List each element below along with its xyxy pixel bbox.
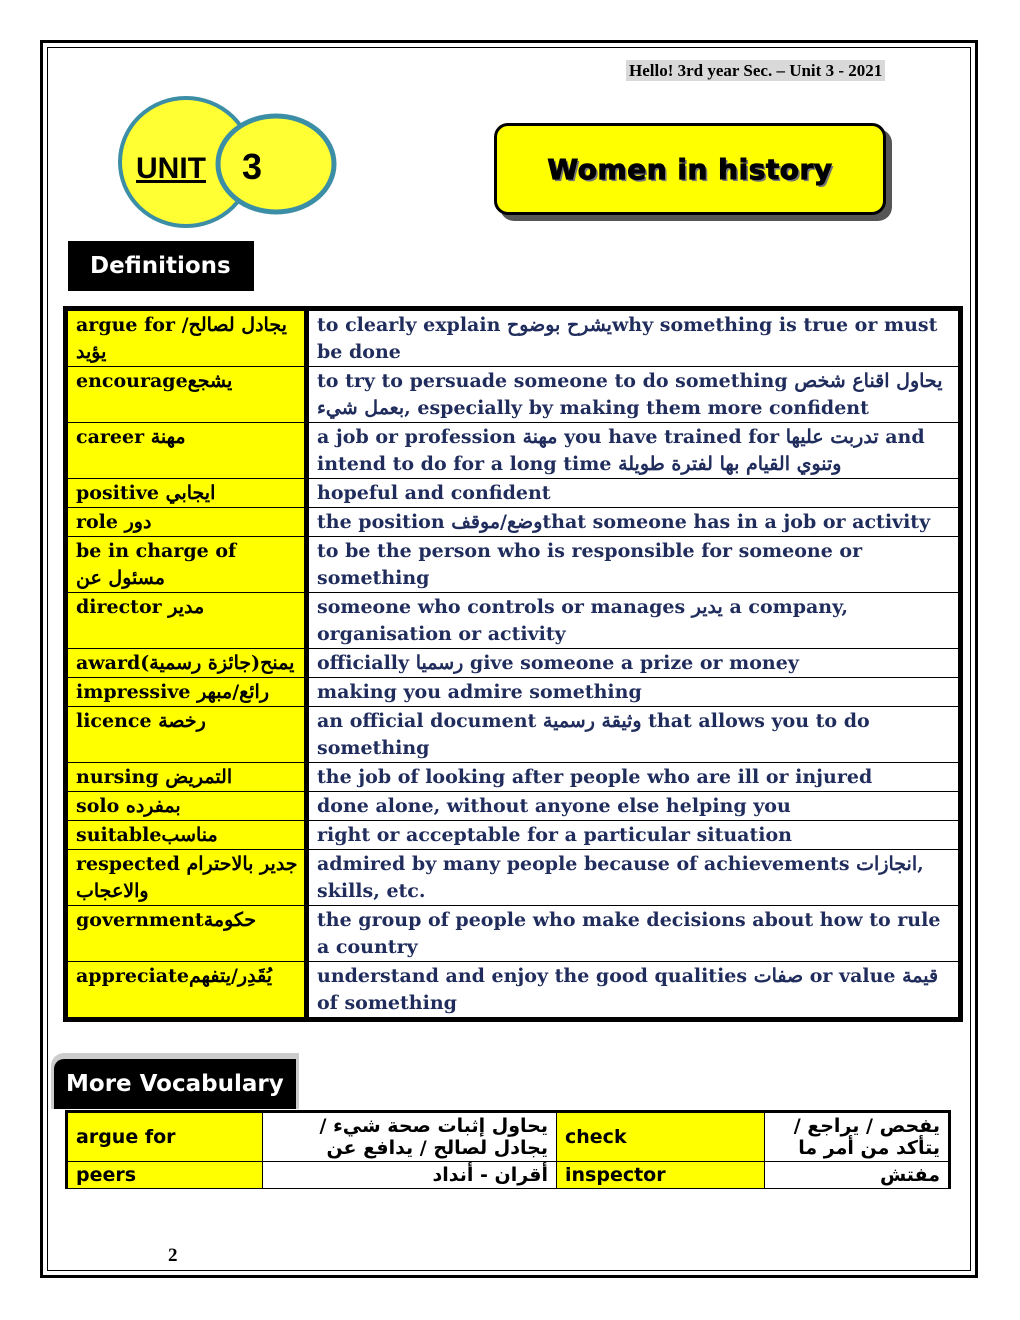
title-box: [494, 123, 886, 215]
definition-word: career مهنة: [66, 423, 307, 479]
definitions-table-body: [66, 309, 961, 1020]
definitions-heading: Definitions: [68, 241, 254, 291]
definition-meaning: to try to persuade someone to do something يحاول اقناع شخص بعمل شيء, especially by making them more confident: [307, 367, 961, 423]
definition-row: [66, 367, 961, 423]
definition-row: [66, 508, 961, 537]
definition-meaning: to be the person who is responsible for someone or something: [307, 537, 961, 593]
definition-word: licence رخصة: [66, 707, 307, 763]
definition-word: appreciateيُقَدِر/يتفهم: [66, 962, 307, 1020]
definition-meaning: hopeful and confident: [307, 479, 961, 508]
definition-word: role دور: [66, 508, 307, 537]
definition-meaning: done alone, without anyone else helping you: [307, 792, 961, 821]
definition-meaning: right or acceptable for a particular situation: [307, 821, 961, 850]
unit-word: UNIT: [136, 152, 206, 185]
definition-meaning: the group of people who make decisions about how to rule a country: [307, 906, 961, 962]
definition-word: argue for يجادل لصالح/يؤيد: [66, 309, 307, 367]
definition-row: [66, 423, 961, 479]
vocab-word: argue for: [67, 1112, 263, 1162]
definition-meaning: making you admire something: [307, 678, 961, 707]
definition-row: [66, 593, 961, 649]
definition-meaning: an official document وثيقة رسمية that allows you to do something: [307, 707, 961, 763]
vocab-arabic: مفتش: [765, 1162, 950, 1189]
definition-row: [66, 962, 961, 1020]
definition-meaning: the position وضع/موقفthat someone has in a job or activity: [307, 508, 961, 537]
definition-word: be in charge of مسئول عن: [66, 537, 307, 593]
vocab-arabic: يحاول إثبات صحة شيء /يجادل لصالح / يدافع عن: [263, 1112, 557, 1162]
definition-row: [66, 821, 961, 850]
definitions-table: [63, 306, 963, 1022]
definition-row: [66, 850, 961, 906]
vocab-arabic: أقران - أنداد: [263, 1162, 557, 1189]
definition-row: [66, 763, 961, 792]
vocab-word: check: [557, 1112, 765, 1162]
definition-word: positive ايجابي: [66, 479, 307, 508]
vocab-word: inspector: [557, 1162, 765, 1189]
definition-row: [66, 707, 961, 763]
vocab-row: [67, 1112, 950, 1162]
definition-word: nursing التمريض: [66, 763, 307, 792]
definition-word: encourageيشجع: [66, 367, 307, 423]
vocab-row: [67, 1162, 950, 1189]
definition-row: [66, 906, 961, 962]
definition-word: award(جائزة رسمية)يمنح: [66, 649, 307, 678]
definition-word: suitableمناسب: [66, 821, 307, 850]
definition-row: [66, 479, 961, 508]
definition-word: director مدير: [66, 593, 307, 649]
definition-word: impressive رائع/مبهر: [66, 678, 307, 707]
more-vocabulary-heading: More Vocabulary: [54, 1059, 296, 1109]
definition-meaning: to clearly explain يشرح بوضوحwhy something is true or must be done: [307, 309, 961, 367]
definition-word: solo بمفرده: [66, 792, 307, 821]
definition-meaning: someone who controls or manages يدير a company, organisation or activity: [307, 593, 961, 649]
vocab-arabic: يفحص / يراجع / يتأكد من أمر ما: [765, 1112, 950, 1162]
definition-row: [66, 537, 961, 593]
definition-meaning: understand and enjoy the good qualities صفات or value قيمة of something: [307, 962, 961, 1020]
more-vocabulary-table-body: [67, 1112, 950, 1189]
definition-word: respected جدير بالاحترام والاعجاب: [66, 850, 307, 906]
more-vocabulary-table: [65, 1110, 951, 1189]
definition-row: [66, 309, 961, 367]
vocab-word: peers: [67, 1162, 263, 1189]
unit-title: Women in history: [547, 152, 833, 186]
definition-row: [66, 649, 961, 678]
definition-meaning: the job of looking after people who are ill or injured: [307, 763, 961, 792]
definition-meaning: officially رسميا give someone a prize or money: [307, 649, 961, 678]
header-tag: Hello! 3rd year Sec. – Unit 3 - 2021: [626, 60, 885, 81]
page-number: 2: [168, 1245, 178, 1266]
definition-meaning: admired by many people because of achievements انجازات, skills, etc.: [307, 850, 961, 906]
unit-number: 3: [242, 146, 263, 187]
definition-row: [66, 678, 961, 707]
definition-word: governmentحكومة: [66, 906, 307, 962]
definition-meaning: a job or profession مهنة you have trained for تدربت عليها and intend to do for a long time وتنوي القيام بها لفترة طويلة: [307, 423, 961, 479]
definition-row: [66, 792, 961, 821]
